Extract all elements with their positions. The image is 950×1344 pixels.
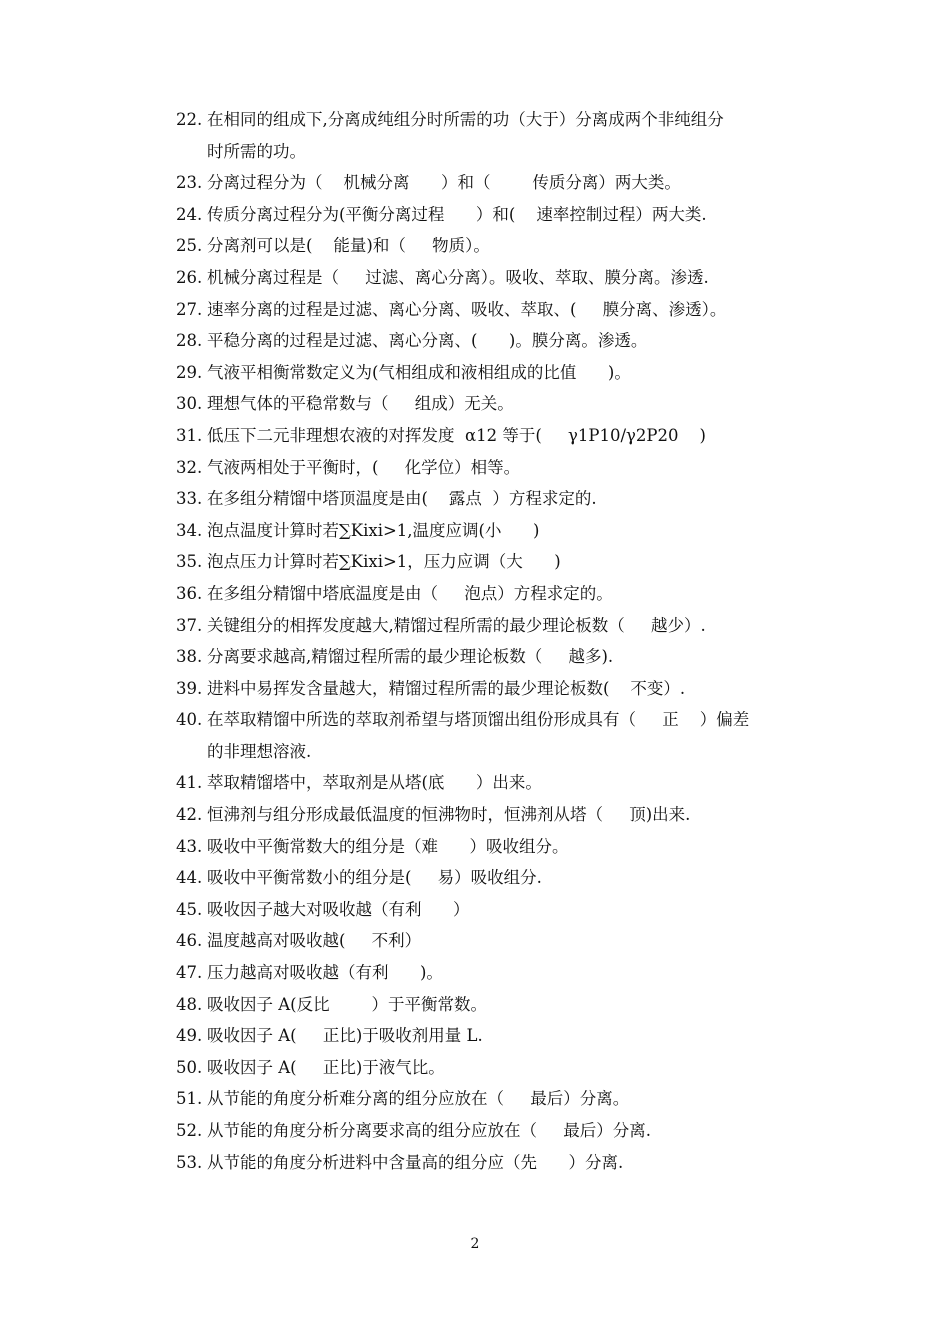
list-item <box>176 1147 816 1179</box>
list-item <box>176 989 816 1021</box>
item-text: 分离过程分为（ 机械分离 ）和（ 传质分离）两大类。 <box>207 173 681 193</box>
item-number: 38. <box>176 647 203 667</box>
item-text: 在多组分精馏中塔顶温度是由( 露点 ）方程求定的. <box>207 489 597 509</box>
item-number: 30. <box>176 394 203 414</box>
item-number: 48. <box>176 994 203 1014</box>
item-text: 吸收中平衡常数小的组分是( 易）吸收组分. <box>207 868 542 888</box>
item-text: 吸收因子 A(反比 ）于平衡常数。 <box>207 994 488 1014</box>
item-text: 泡点压力计算时若∑Kixi>1，压力应调（大 ) <box>207 552 561 572</box>
list-item <box>176 199 816 231</box>
item-number: 24. <box>176 204 203 224</box>
list-item <box>176 388 816 420</box>
list-item <box>176 546 816 578</box>
list-item <box>176 104 816 136</box>
item-text: 在萃取精馏中所选的萃取剂希望与塔顶馏出组份形成具有（ 正 ）偏差 <box>207 710 750 730</box>
item-text: 分离剂可以是( 能量)和（ 物质）。 <box>207 236 490 256</box>
item-text: 吸收因子越大对吸收越（有利 ） <box>207 899 470 919</box>
item-number: 40. <box>176 710 203 730</box>
item-number: 23. <box>176 173 203 193</box>
item-text: 吸收因子 A( 正比)于液气比。 <box>207 1057 445 1077</box>
list-item <box>176 483 816 515</box>
list-item <box>176 1115 816 1147</box>
list-item <box>176 420 816 452</box>
item-text: 低压下二元非理想农液的对挥发度 α12 等于( γ1P10/γ2P20 ) <box>207 425 706 445</box>
item-number: 25. <box>176 236 203 256</box>
list-item <box>176 767 816 799</box>
item-text: 吸收中平衡常数大的组分是（难 ）吸收组分。 <box>207 836 569 856</box>
item-text: 在多组分精馏中塔底温度是由（ 泡点）方程求定的。 <box>207 583 613 603</box>
item-number: 37. <box>176 615 203 635</box>
item-number: 42. <box>176 805 203 825</box>
list-item <box>176 262 816 294</box>
list-item <box>176 515 816 547</box>
item-text: 时所需的功。 <box>207 141 306 161</box>
list-item <box>176 357 816 389</box>
list-item <box>176 1083 816 1115</box>
item-text: 分离要求越高,精馏过程所需的最少理论板数（ 越多). <box>207 647 614 667</box>
item-text: 泡点温度计算时若∑Kixi>1,温度应调(小 ) <box>207 520 540 540</box>
item-text: 气液两相处于平衡时，( 化学位）相等。 <box>207 457 521 477</box>
item-number: 51. <box>176 1089 203 1109</box>
item-text: 从节能的角度分析分离要求高的组分应放在（ 最后）分离. <box>207 1121 651 1140</box>
item-text: 从节能的角度分析进料中含量高的组分应（先 ）分离. <box>207 1152 624 1172</box>
item-number: 49. <box>176 1026 203 1046</box>
item-number: 47. <box>176 963 203 983</box>
list-item <box>176 641 816 673</box>
item-number: 53. <box>176 1152 203 1172</box>
list-item-continuation <box>176 136 816 168</box>
item-text: 恒沸剂与组分形成最低温度的恒沸物时，恒沸剂从塔（ 顶)出来. <box>207 805 691 825</box>
item-text: 的非理想溶液. <box>207 741 312 761</box>
item-number: 32. <box>176 457 203 477</box>
item-number: 27. <box>176 299 203 319</box>
list-item <box>176 704 816 736</box>
list-item <box>176 894 816 926</box>
list-item <box>176 957 816 989</box>
item-number: 46. <box>176 931 203 951</box>
item-number: 35. <box>176 552 203 572</box>
list-item <box>176 230 816 262</box>
list-item <box>176 673 816 705</box>
list-item <box>176 831 816 863</box>
list-item <box>176 925 816 957</box>
item-text: 平稳分离的过程是过滤、离心分离、( )。膜分离。渗透。 <box>207 331 648 351</box>
item-number: 36. <box>176 583 203 603</box>
item-number: 28. <box>176 331 203 351</box>
list-item <box>176 862 816 894</box>
item-text: 关键组分的相挥发度越大,精馏过程所需的最少理论板数（ 越少）. <box>207 615 706 635</box>
item-text: 气液平相衡常数定义为(气相组成和液相组成的比值 )。 <box>207 362 631 382</box>
item-number: 34. <box>176 520 203 540</box>
item-number: 31. <box>176 425 203 445</box>
item-text: 理想气体的平稳常数与（ 组成）无关。 <box>207 394 514 414</box>
list-item <box>176 610 816 642</box>
list-item <box>176 325 816 357</box>
item-text: 压力越高对吸收越（有利 )。 <box>207 963 443 983</box>
item-text: 进料中易挥发含量越大，精馏过程所需的最少理论板数( 不变）. <box>207 678 686 698</box>
list-item-continuation <box>176 736 816 768</box>
item-number: 44. <box>176 868 203 888</box>
list-item <box>176 452 816 484</box>
item-number: 52. <box>176 1121 203 1140</box>
item-number: 41. <box>176 773 203 793</box>
question-list <box>176 104 816 1178</box>
item-number: 33. <box>176 489 203 509</box>
list-item <box>176 578 816 610</box>
item-text: 从节能的角度分析难分离的组分应放在（ 最后）分离。 <box>207 1089 630 1109</box>
item-text: 在相同的组成下,分离成纯组分时所需的功（大于）分离成两个非纯组分 <box>207 110 724 129</box>
item-number: 26. <box>176 267 203 287</box>
item-number: 45. <box>176 899 203 919</box>
item-number: 39. <box>176 678 203 698</box>
item-text: 萃取精馏塔中，萃取剂是从塔(底 ）出来。 <box>207 773 542 793</box>
item-number: 43. <box>176 836 203 856</box>
item-number: 29. <box>176 362 203 382</box>
list-item <box>176 1020 816 1052</box>
item-text: 吸收因子 A( 正比)于吸收剂用量 L. <box>207 1026 483 1046</box>
page-number: 2 <box>470 1236 480 1252</box>
list-item <box>176 294 816 326</box>
list-item <box>176 1052 816 1084</box>
item-number: 22. <box>176 110 203 129</box>
list-item <box>176 799 816 831</box>
item-number: 50. <box>176 1057 203 1077</box>
item-text: 温度越高对吸收越( 不利） <box>207 931 422 951</box>
list-item <box>176 167 816 199</box>
item-text: 传质分离过程分为(平衡分离过程 ）和( 速率控制过程）两大类. <box>207 204 707 224</box>
item-text: 机械分离过程是（ 过滤、离心分离）。吸收、萃取、膜分离。渗透. <box>207 267 709 287</box>
item-text: 速率分离的过程是过滤、离心分离、吸收、萃取、( 膜分离、渗透）。 <box>207 299 727 319</box>
